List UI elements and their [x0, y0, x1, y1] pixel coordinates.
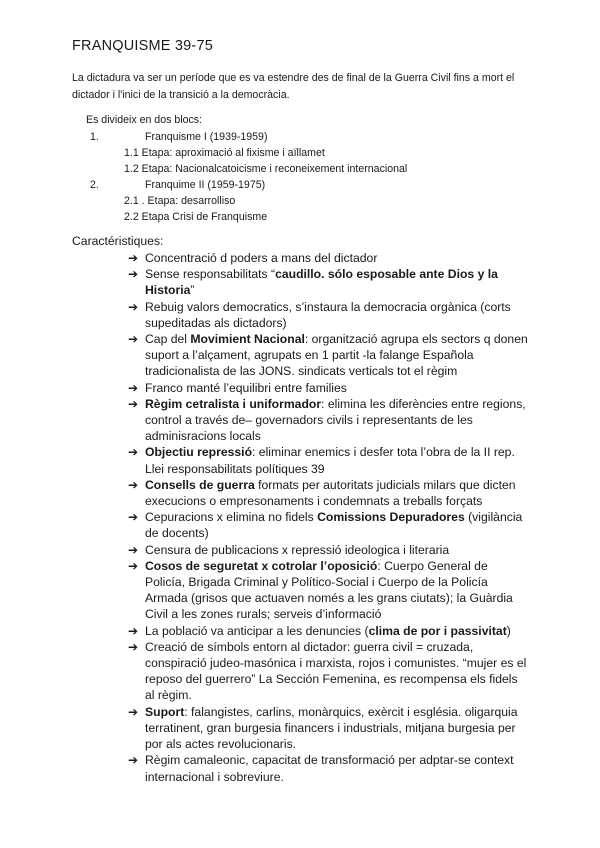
characteristic-bold-text: Cosos de seguretat x cotrolar l’oposició	[145, 558, 378, 573]
characteristic-item	[128, 444, 528, 476]
characteristic-item	[128, 509, 528, 541]
characteristic-item	[128, 704, 528, 753]
characteristic-text: : elimina les diferències entre regions, control a través de– governadors civils i representants de les adminisracions locals	[145, 396, 526, 444]
characteristic-text: Cepuracions x elimina no fidels	[145, 510, 318, 525]
characteristic-item	[128, 380, 528, 396]
characteristic-item	[128, 299, 528, 331]
characteristic-bold-text: clima de por i passivitat	[368, 623, 507, 638]
characteristic-item	[128, 623, 528, 639]
arrow-bullet-icon: ➔	[128, 267, 139, 282]
bloc-stage: 1.2 Etapa: Nacionalcatoicisme i reconeixement internacional	[124, 163, 408, 175]
characteristic-text: La població va anticipar a les denuncies (	[145, 623, 369, 638]
arrow-bullet-icon: ➔	[128, 510, 139, 525]
arrow-bullet-icon: ➔	[128, 753, 139, 768]
characteristic-text: ”	[190, 283, 195, 298]
characteristic-item	[128, 477, 528, 509]
characteristic-text: : falangistes, carlins, monàrquics, exèrcit i església. oligarquia terratinent, gran burgesia financers i industrials, mitjana burgesia per por als actes revolucionaris.	[145, 704, 518, 752]
arrow-bullet-icon: ➔	[128, 477, 139, 492]
bloc-number: 2.	[90, 179, 99, 191]
characteristic-item	[128, 396, 528, 445]
characteristic-text: Sense responsabilitats “	[145, 267, 276, 282]
bloc-stage: 2.2 Etapa Crisi de Franquisme	[124, 211, 268, 223]
characteristic-text: : eliminar enemics i desfer tota l’obra de la II rep. Llei responsabilitats polítiques 39	[145, 445, 515, 476]
characteristic-item	[128, 266, 528, 298]
intro-paragraph: La dictadura va ser un període que es va estendre des de final de la Guerra Civil fins a mort el dictador i l'inici de la transició a la democràcia.	[72, 72, 515, 101]
arrow-bullet-icon: ➔	[128, 704, 139, 719]
characteristic-bold-text: caudillo. sólo esposable ante Dios y la Historia	[145, 267, 498, 298]
arrow-bullet-icon: ➔	[128, 251, 139, 265]
characteristic-item	[128, 639, 528, 704]
arrow-bullet-icon: ➔	[128, 380, 139, 395]
bloc-label: Franquisme I (1939-1959)	[145, 131, 268, 143]
characteristic-bold-text: Consells de guerra	[145, 477, 255, 492]
characteristics-heading: Caractéristiques:	[72, 234, 164, 248]
characteristic-text: : Cuerpo General de Policía, Brigada Criminal y Político-Social i Cuerpo de la Policía Armada (grisos que actuaven només a les grans ciutats); la Guàrdia Civil a les zones rurals; serveis d’informació	[145, 558, 513, 622]
characteristic-text: Rebuig valors democratics, s’instaura la democracia orgànica (corts supeditadas als dictadors)	[145, 299, 511, 330]
characteristic-item	[128, 331, 528, 380]
characteristic-item	[128, 250, 528, 266]
characteristic-item	[128, 558, 528, 623]
characteristic-bold-text: Comissions Depuradores	[317, 510, 465, 525]
characteristic-bold-text: Suport	[145, 704, 185, 719]
bloc-number: 1.	[90, 131, 99, 143]
characteristic-bold-text: Objectiu repressió	[145, 445, 253, 460]
arrow-bullet-icon: ➔	[128, 623, 139, 638]
characteristic-text: : organització agrupa els sectors q donen suport a l’alçament, agrupats en 1 partit -la falange Española tradicionalista de las JONS. sindicats verticals tot el règim	[145, 332, 528, 379]
bloc-stage: 1.1 Etapa: aproximació al fixisme i aïllamet	[124, 147, 325, 159]
characteristics-list	[128, 250, 528, 785]
bloc-stage: 2.1 . Etapa: desarrolliso	[124, 195, 236, 207]
characteristic-item	[128, 752, 528, 784]
document-title: FRANQUISME 39-75	[72, 38, 213, 54]
characteristic-bold-text: Movimient Nacional	[190, 332, 305, 347]
characteristic-text: )	[506, 623, 511, 638]
characteristic-text: (vigilància de docents)	[145, 510, 523, 541]
characteristic-item	[128, 542, 528, 558]
arrow-bullet-icon: ➔	[128, 396, 139, 411]
arrow-bullet-icon: ➔	[128, 558, 139, 573]
characteristic-text: Règim camaleonic, capacitat de transformació per adptar-se context internacional i sobreviure.	[145, 753, 514, 784]
arrow-bullet-icon: ➔	[128, 332, 139, 347]
bloc-label: Franquime II (1959-1975)	[145, 179, 266, 191]
characteristic-text: Censura de publicacions x repressió ideologica i literaria	[145, 542, 450, 557]
characteristic-text: formats per autoritats judicials milars que dicten execucions o empresonaments i condemnats a treballs forçats	[145, 477, 516, 509]
characteristic-text: Creació de símbols entorn al dictador: guerra civil = cruzada, conspiració judeo-masónica i marxista, rojos i comunistes. “mujer es el reposo del guerrero” La Sección Femenina, es recompensa els fidels al règim.	[145, 639, 527, 703]
characteristic-text: Concentració d poders a mans del dictador	[145, 251, 378, 265]
arrow-bullet-icon: ➔	[128, 542, 139, 557]
arrow-bullet-icon: ➔	[128, 445, 139, 460]
arrow-bullet-icon: ➔	[128, 639, 139, 654]
characteristic-bold-text: Règim cetralista i uniformador	[145, 396, 322, 411]
arrow-bullet-icon: ➔	[128, 299, 139, 314]
blocs-heading: Es divideix en dos blocs:	[86, 114, 203, 126]
characteristic-text: Cap del	[145, 332, 191, 347]
characteristic-text: Franco manté l’equilibri entre families	[145, 380, 347, 395]
